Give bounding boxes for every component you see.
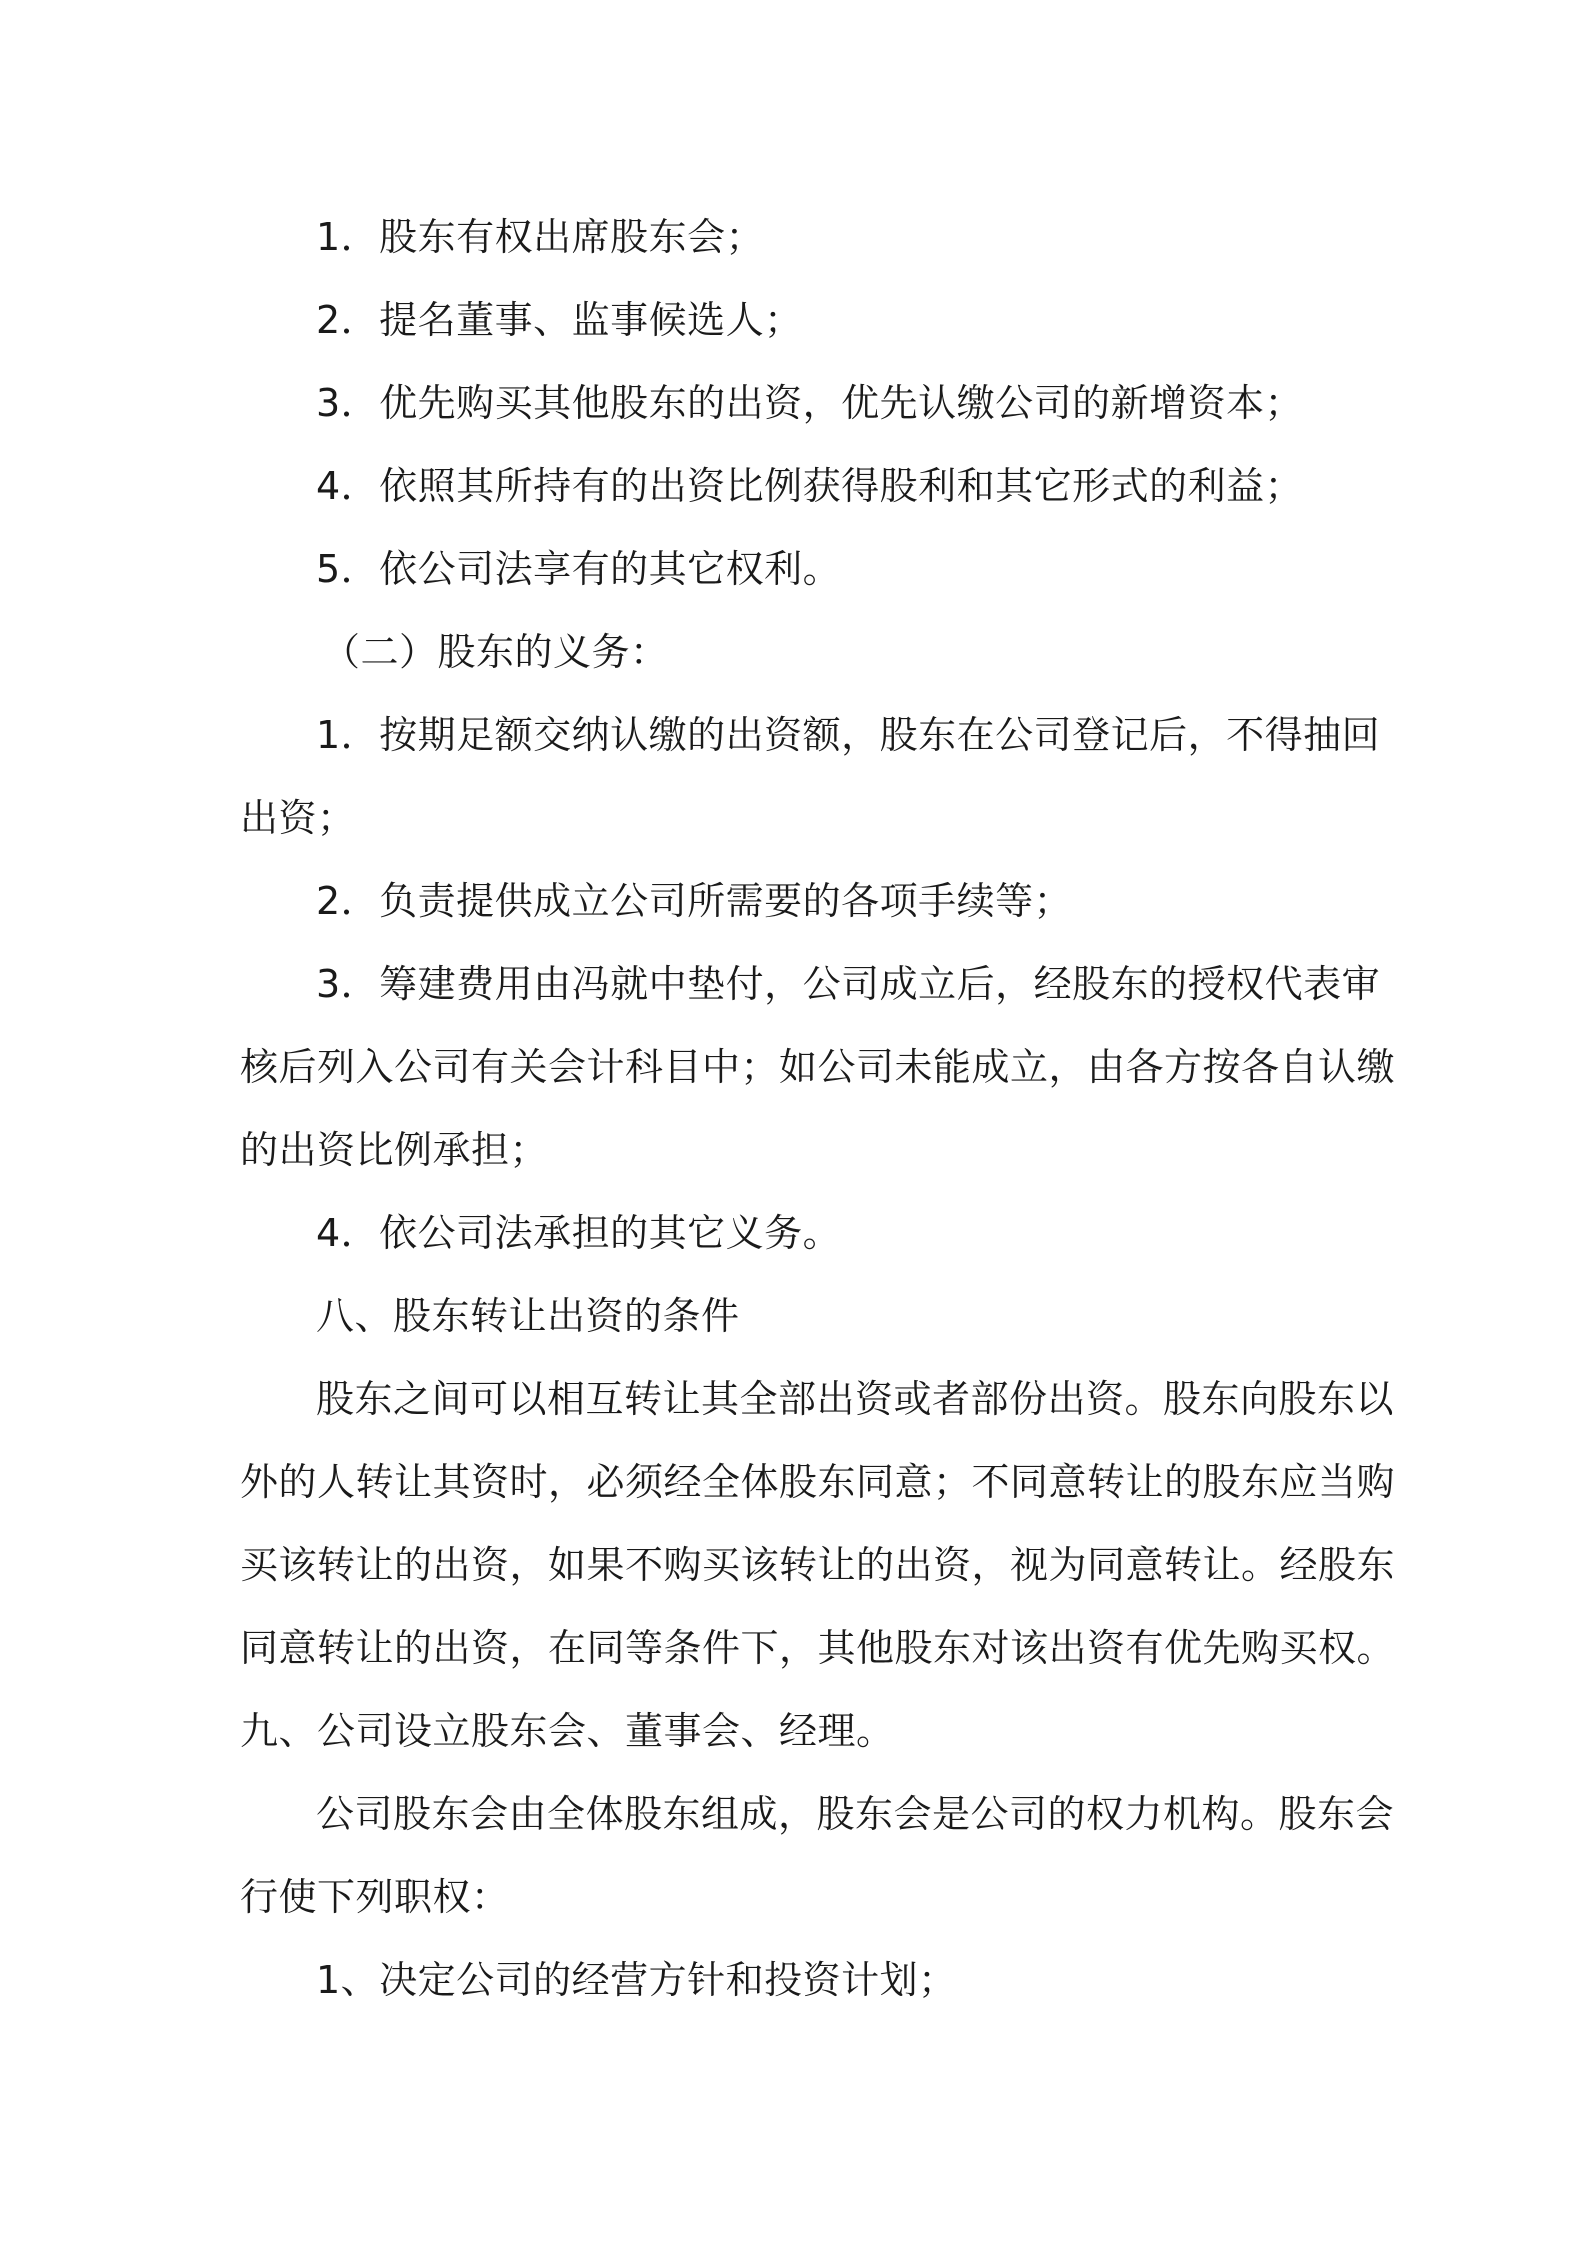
section-heading: 八、股东转让出资的条件 bbox=[316, 1294, 740, 1338]
text-line: 股东之间可以相互转让其全部出资或者部份出资。股东向股东以 bbox=[316, 1377, 1395, 1421]
text-line: 1．按期足额交纳认缴的出资额，股东在公司登记后，不得抽回 bbox=[316, 713, 1381, 757]
text-line: 1．股东有权出席股东会； bbox=[316, 215, 765, 259]
text-line: 买该转让的出资，如果不购买该转让的出资，视为同意转让。经股东 bbox=[240, 1543, 1396, 1587]
section-heading: （二）股东的义务： bbox=[322, 630, 669, 674]
text-line: 核后列入公司有关会计科目中；如公司未能成立，由各方按各自认缴 bbox=[240, 1045, 1396, 1089]
text-line: 2．提名董事、监事候选人； bbox=[316, 298, 803, 342]
text-line: 2．负责提供成立公司所需要的各项手续等； bbox=[316, 879, 1073, 923]
text-line: 5．依公司法享有的其它权利。 bbox=[316, 547, 842, 591]
text-line: 出资； bbox=[240, 796, 356, 840]
text-line: 外的人转让其资时，必须经全体股东同意；不同意转让的股东应当购 bbox=[240, 1460, 1396, 1504]
text-line: 行使下列职权： bbox=[240, 1875, 510, 1919]
text-line: 的出资比例承担； bbox=[240, 1128, 549, 1172]
text-line: 4．依照其所持有的出资比例获得股利和其它形式的利益； bbox=[316, 464, 1304, 508]
text-line: 4．依公司法承担的其它义务。 bbox=[316, 1211, 842, 1255]
document-body bbox=[240, 196, 1396, 2022]
text-line: 同意转让的出资，在同等条件下，其他股东对该出资有优先购买权。 bbox=[240, 1626, 1396, 1670]
section-heading: 九、公司设立股东会、董事会、经理。 bbox=[240, 1709, 895, 1753]
text-line: 3．筹建费用由冯就中垫付，公司成立后，经股东的授权代表审 bbox=[316, 962, 1381, 1006]
text-line: 3．优先购买其他股东的出资，优先认缴公司的新增资本； bbox=[316, 381, 1304, 425]
text-line: 1、决定公司的经营方针和投资计划； bbox=[316, 1958, 957, 2002]
text-line: 公司股东会由全体股东组成，股东会是公司的权力机构。股东会 bbox=[316, 1792, 1395, 1836]
